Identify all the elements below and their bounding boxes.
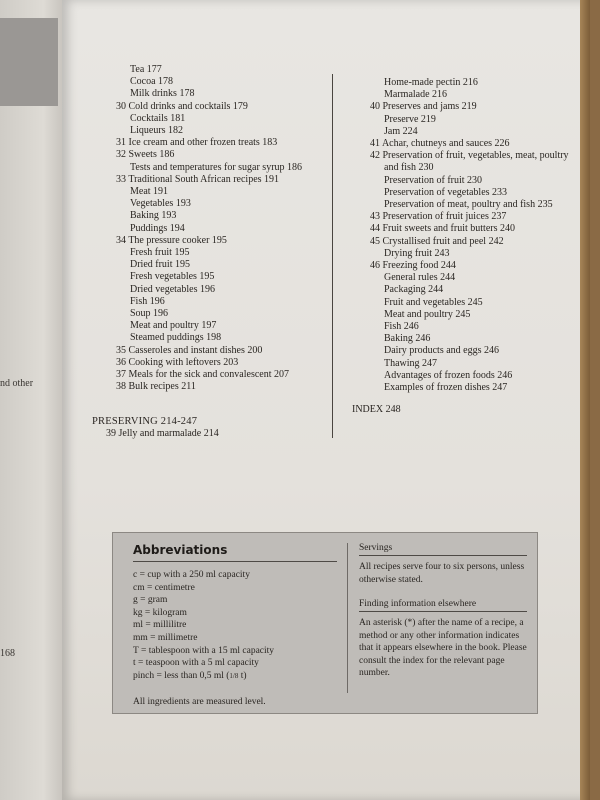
toc-entry: 32 Sweets 186	[116, 149, 175, 161]
toc-entry: Baking 246	[384, 333, 431, 345]
toc-entry: Meat 191	[130, 186, 169, 198]
box-divider	[347, 543, 348, 693]
toc-entry: Thawing 247	[384, 357, 438, 369]
abbreviation-item: ml = millilitre	[133, 620, 187, 631]
toc-entry: Meat and poultry 245	[384, 308, 471, 320]
toc-entry: Cocoa 178	[130, 76, 174, 88]
toc-entry: Advantages of frozen foods 246	[384, 369, 513, 381]
abbreviation-item: kg = kilogram	[133, 607, 187, 618]
toc-entry: 35 Casseroles and instant dishes 200	[116, 344, 263, 356]
left-page-text-fragment: nd other	[0, 378, 34, 389]
abbreviations-box	[112, 532, 538, 714]
toc-entry: Fresh fruit 195	[130, 247, 190, 259]
toc-entry: Preservation of meat, poultry and fish 235	[384, 199, 553, 211]
toc-entry: 38 Bulk recipes 211	[116, 381, 196, 393]
left-page	[0, 0, 62, 800]
toc-entry: Fish 196	[130, 295, 165, 307]
toc-entry: 42 Preservation of fruit, vegetables, meat, poultry	[370, 150, 569, 162]
title-rule	[133, 561, 337, 562]
page-edge	[580, 0, 590, 800]
toc-entry: Tea 177	[130, 64, 162, 75]
toc-entry: Packaging 244	[384, 284, 444, 296]
toc-entry: 44 Fruit sweets and fruit butters 240	[370, 223, 515, 235]
toc-entry: 40 Preserves and jams 219	[370, 101, 477, 113]
servings-text: All recipes serve four to six persons, unless otherwise stated.	[359, 562, 525, 585]
toc-entry: Vegetables 193	[130, 198, 191, 210]
toc-entry: 43 Preservation of fruit juices 237	[370, 211, 507, 223]
toc-entry: Tests and temperatures for sugar syrup 186	[130, 161, 303, 173]
toc-entry: Fresh vegetables 195	[130, 271, 215, 283]
toc-entry: 46 Freezing food 244	[370, 260, 456, 272]
toc-right-column	[356, 77, 596, 394]
abbreviations-title: Abbreviations	[133, 543, 228, 557]
finding-rule	[359, 611, 527, 612]
abbreviation-item: cm = centimetre	[133, 582, 195, 593]
toc-entry: and fish 230	[384, 162, 434, 174]
toc-entry: Dried vegetables 196	[130, 283, 215, 295]
servings-rule	[359, 555, 527, 556]
abbreviation-item: pinch = less than 0,5 ml (1/8 t)	[133, 670, 247, 681]
toc-entry: Marmalade 216	[384, 89, 448, 101]
toc-entry: Preserve 219	[384, 113, 436, 125]
toc-entry: 36 Cooking with leftovers 203	[116, 356, 239, 368]
finding-text: An asterisk (*) after the name of a recipe, a method or any other information indicates that it appears elsewhere in the book. Please consult the index for the relevant page number.	[359, 618, 527, 679]
preserving-section	[92, 416, 219, 440]
finding-title: Finding information elsewhere	[359, 599, 477, 609]
toc-entry: Puddings 194	[130, 222, 185, 234]
toc-entry: Dairy products and eggs 246	[384, 345, 499, 357]
toc-entry: Baking 193	[130, 210, 177, 222]
toc-entry: General rules 244	[384, 272, 456, 284]
toc-entry: 37 Meals for the sick and convalescent 207	[116, 369, 290, 381]
toc-entry: 34 The pressure cooker 195	[116, 234, 227, 246]
abbreviation-item: mm = millimetre	[133, 632, 198, 643]
toc-entry: Cocktails 181	[130, 112, 186, 124]
toc-entry: Jam 224	[384, 125, 418, 137]
abbreviation-item: g = gram	[133, 595, 168, 606]
abbreviations-list	[133, 569, 274, 682]
toc-entry: 30 Cold drinks and cocktails 179	[116, 100, 248, 112]
toc-entry: 33 Traditional South African recipes 191	[116, 173, 280, 185]
toc-entry: Preservation of vegetables 233	[384, 186, 508, 198]
toc-left-column	[102, 64, 342, 393]
toc-entry: Liqueurs 182	[130, 125, 184, 137]
toc-entry: Meat and poultry 197	[130, 320, 217, 332]
toc-entry: Milk drinks 178	[130, 88, 195, 100]
abbreviation-item: c = cup with a 250 ml capacity	[133, 570, 250, 580]
servings-title: Servings	[359, 543, 393, 553]
toc-entry: Fruit and vegetables 245	[384, 296, 483, 308]
toc-entry: Steamed puddings 198	[130, 332, 222, 344]
toc-entry: Examples of frozen dishes 247	[384, 382, 508, 394]
index-entry: INDEX 248	[352, 404, 401, 415]
abbreviation-item: T = tablespoon with a 15 ml capacity	[133, 645, 275, 656]
abbreviation-item: t = teaspoon with a 5 ml capacity	[133, 658, 259, 669]
toc-entry: 39 Jelly and marmalade 214	[106, 428, 219, 440]
toc-entry: Home-made pectin 216	[384, 77, 478, 88]
preserving-heading: PRESERVING 214-247	[92, 416, 198, 427]
abbreviations-footer: All ingredients are measured level.	[133, 697, 266, 707]
left-page-gray-block	[0, 18, 58, 106]
toc-entry: 45 Crystallised fruit and peel 242	[370, 235, 504, 247]
toc-entry: Soup 196	[130, 308, 169, 320]
toc-entry: Fish 246	[384, 321, 419, 333]
toc-entry: Preservation of fruit 230	[384, 174, 483, 186]
toc-entry: Drying fruit 243	[384, 247, 450, 259]
toc-entry: Dried fruit 195	[130, 259, 190, 271]
left-page-number: 168	[0, 648, 15, 659]
column-divider	[332, 74, 333, 438]
right-page	[62, 0, 590, 800]
toc-entry: 41 Achar, chutneys and sauces 226	[370, 138, 510, 150]
toc-entry: 31 Ice cream and other frozen treats 183	[116, 137, 278, 149]
